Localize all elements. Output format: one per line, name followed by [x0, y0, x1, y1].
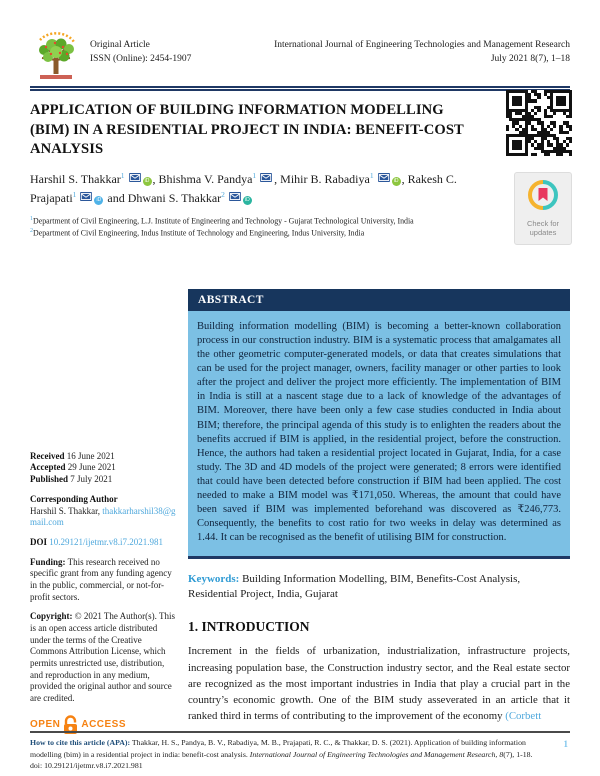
cite-label: How to cite this article (APA):: [30, 738, 131, 747]
citation-footer: [30, 731, 570, 772]
affiliation-line: $^2$Department of Civil Engineering, Indus Institute of Technology and Engineering, Indus University, India: [30, 227, 365, 238]
affiliations: [30, 215, 482, 239]
issue-info: July 2021 8(7), 1–18: [490, 54, 570, 65]
check-updates-label: Check for updates: [526, 219, 560, 238]
keywords-text: Building Information Modelling, BIM, Benefits-Cost Analysis, Residential Project, India, Gujarat: [188, 572, 521, 600]
abstract-heading: ABSTRACT: [188, 289, 570, 311]
accepted-date: 29 June 2021: [65, 462, 116, 473]
page-title: APPLICATION OF BUILDING INFORMATION MODELLING (BIM) IN A RESIDENTIAL PROJECT IN INDIA: BENEFIT-COST ANALYSIS: [30, 102, 464, 158]
check-updates-badge[interactable]: [514, 172, 572, 245]
dates-block: Received 16 June 2021 Accepted 29 June 2021 Published 7 July 2021: [30, 450, 116, 485]
affiliation-line: $^1$Department of Civil Engineering, L.J. Institute of Engineering and Technology - Gujarat Technological University, India: [30, 215, 414, 226]
introduction-heading: 1. INTRODUCTION: [188, 619, 310, 635]
tree-logo-icon: [30, 32, 82, 84]
citation-journal: International Journal of Engineering Technologies and Management Research, 8: [249, 749, 504, 759]
keywords-label: Keywords:: [188, 572, 240, 585]
journal-header: [30, 34, 570, 84]
issn: ISSN (Online): 2454-1907: [90, 54, 192, 65]
author: Bhishma V. Pandya$^1$ ,: [158, 170, 281, 186]
abstract-section: [188, 289, 570, 559]
author: Mihir B. Rabadiya$^1$iD ,: [280, 170, 408, 186]
keywords-line: [188, 572, 570, 603]
journal-name: International Journal of Engineering Technologies and Management Research: [274, 40, 570, 50]
author: Harshil S. Thakkar$^1$iD ,: [30, 170, 159, 186]
envelope-icon[interactable]: [378, 169, 390, 187]
open-access-logo: OPEN ACCESS: [30, 715, 176, 735]
doi-block: DOI 10.29121/ijetmr.v8.i7.2021.981: [30, 536, 164, 547]
envelope-icon[interactable]: [80, 188, 92, 206]
corresponding-email-link[interactable]: thakkarharshil38@gmail.com: [30, 505, 176, 528]
envelope-icon[interactable]: [229, 188, 241, 206]
funding-block: Funding: This research received no specific grant from any funding agency in the public, commercial, or not-for-profit sectors.: [30, 556, 172, 602]
crossmark-icon: [528, 180, 558, 210]
orcid-icon[interactable]: iD: [392, 177, 401, 186]
citation-link[interactable]: (Corbett: [505, 710, 542, 723]
author: Dhwani S. Thakkar$^2$iD: [128, 191, 253, 205]
orcid-icon[interactable]: iD: [94, 196, 103, 205]
orcid-icon[interactable]: iD: [243, 196, 252, 205]
envelope-icon[interactable]: [129, 169, 141, 187]
citation-tail: (7), 1-18. doi: 10.29121/ijetmr.v8.i7.2021.981: [30, 749, 533, 771]
article-type: Original Article: [90, 40, 150, 50]
envelope-icon[interactable]: [260, 169, 272, 187]
journal-logo: [30, 32, 82, 84]
author-list: [30, 169, 482, 207]
citation-text: Thakkar, H. S., Pandya, B. V., Rabadiya, M. B., Prajapati, R. C., & Thakkar, D. S. (2021). Application of building information modelling (bim) in a residential project in india: benefit-cost analysis.: [30, 738, 526, 759]
doi-link[interactable]: 10.29121/ijetmr.v8.i7.2021.981: [49, 536, 164, 547]
page-number: 1: [563, 739, 568, 749]
abstract-text: Building information modelling (BIM) is becoming a better-known collaboration process in our construction industry. BIM is a systematic process that amalgamates all the other geometric computer-generated models, or data that creates simulations that can be used for the project manager, owners, facility manager or other parties to look after the project and deliver the project more efficiently. The implementation of BIM in India is still at a nascent stage due to a lack of knowledge of the advantages of BIM. Moreover, there have been only a few case studies conducted in India about BIM; therefore, the principal agenda of this study is to enlighten the readers about the benefits accrued if BIM is applied, in the residential project, before the construction. Hence, the authors had taken a residential project located in Gujarat, India, for a case study. The 3D and 4D models of the project were generated; 8 errors were identified that could have been detected before construction if BIM had been applied. The cost needed to make a BIM model was ₹171,050. Whereas, the amount that could have been saved if BIM was implemented beforehand was discovered as ₹246,773. Consequently, the benefits to cost ratio for two weeks in delay was determined as 1.44. It can be recognised as the benefit of utilising BIM for construction.: [188, 311, 570, 556]
header-divider: [30, 86, 570, 91]
introduction-text: Increment in the fields of urbanization, industrialization, infrastructure projects, increasing population base, the Construction industry sector, and the Real estate sector are recognized as the most important industries in India that play a crucial part in the country’s economic growth. One of the BIM study asseverated in an article that it ranked third in terms of contributing to the improvement of the economy (Corbett: [188, 645, 570, 723]
qr-code: [506, 90, 572, 156]
received-date: 16 June 2021: [64, 450, 115, 461]
corresponding-author-block: Corresponding Author Harshil S. Thakkar, thakkarharshil38@gmail.com: [30, 493, 176, 528]
published-date: 7 July 2021: [68, 474, 113, 485]
article-meta-sidebar: [30, 289, 176, 735]
author: Rakesh C. Prajapati$^1$iD and: [30, 171, 457, 205]
copyright-block: Copyright: © 2021 The Author(s). This is an open access article distributed under the terms of the Creative Commons Attribution License, which permits unrestricted use, distribution, and reproduction in any medium, provided the original author and source are credited.: [30, 611, 176, 704]
orcid-icon[interactable]: iD: [143, 177, 152, 186]
